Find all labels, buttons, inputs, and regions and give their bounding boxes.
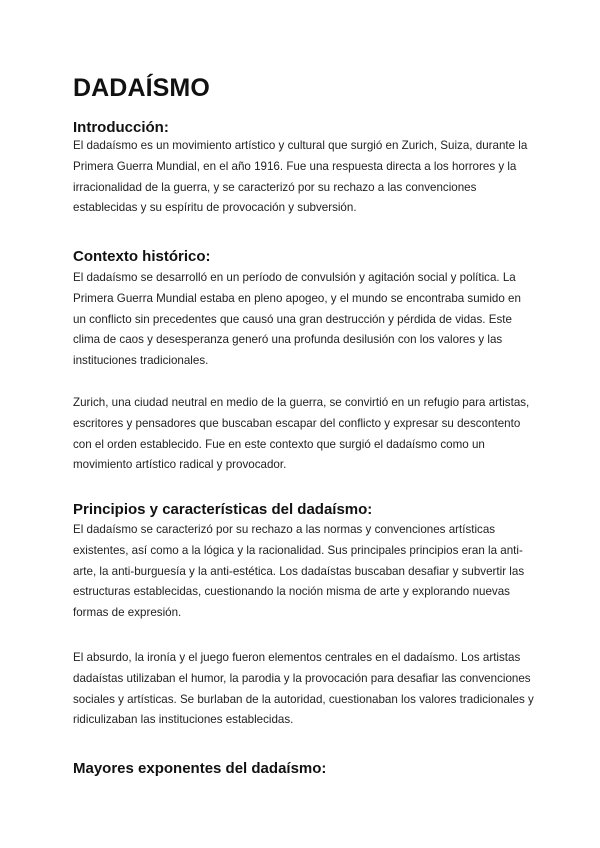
section-heading-mayores-exponentes: Mayores exponentes del dadaísmo: [73,760,327,777]
paragraph-contexto-1: El dadaísmo se desarrolló en un período de convulsión y agitación social y política. La Primera Guerra Mundial estaba en pleno apogeo, y el mundo se encontraba sumido en un conflicto sin precedentes que causó una gran destrucción y pérdida de vidas. Este clima de caos y desesperanza generó una profunda desilusión con los valores y las instituciones tradicionales. [73,271,521,368]
paragraph-principios-1: El dadaísmo se caracterizó por su rechazo a las normas y convenciones artísticas existentes, así como a la lógica y la racionalidad. Sus principales principios eran la anti-arte, la anti-burguesía y la anti-estética. Los dadaístas buscaban desafiar y subvertir las estructuras establecidas, cuestionando la noción misma de arte y explorando nuevas formas de expresión. [73,523,525,620]
paragraph-principios-2: El absurdo, la ironía y el juego fueron elementos centrales en el dadaísmo. Los artistas dadaístas utilizaban el humor, la parodia y la provocación para desafiar las convenciones sociales y artísticas. Se burlaban de la autoridad, cuestionaban los valores tradicionales y ridiculizaban las instituciones establecidas. [73,651,534,727]
section-heading-principios: Principios y características del dadaísmo: [73,501,373,518]
paragraph-contexto-2: Zurich, una ciudad neutral en medio de la guerra, se convirtió en un refugio para artistas, escritores y pensadores que buscaban escapar del conflicto y expresar su descontento con el orden establecido. Fue en este contexto que surgió el dadaísmo como un movimiento artístico radical y provocador. [73,396,530,472]
paragraph-introduccion: El dadaísmo es un movimiento artístico y cultural que surgió en Zurich, Suiza, durante la Primera Guerra Mundial, en el año 1916. Fue una respuesta directa a los horrores y la irracionalidad de la guerra, y se caracterizó por su rechazo a las convenciones establecidas y su espíritu de provocación y subversión. [73,139,528,215]
document-title: DADAÍSMO [73,74,210,102]
section-heading-contexto-historico: Contexto histórico: [73,248,211,265]
section-heading-introduccion: Introducción: [73,119,169,136]
